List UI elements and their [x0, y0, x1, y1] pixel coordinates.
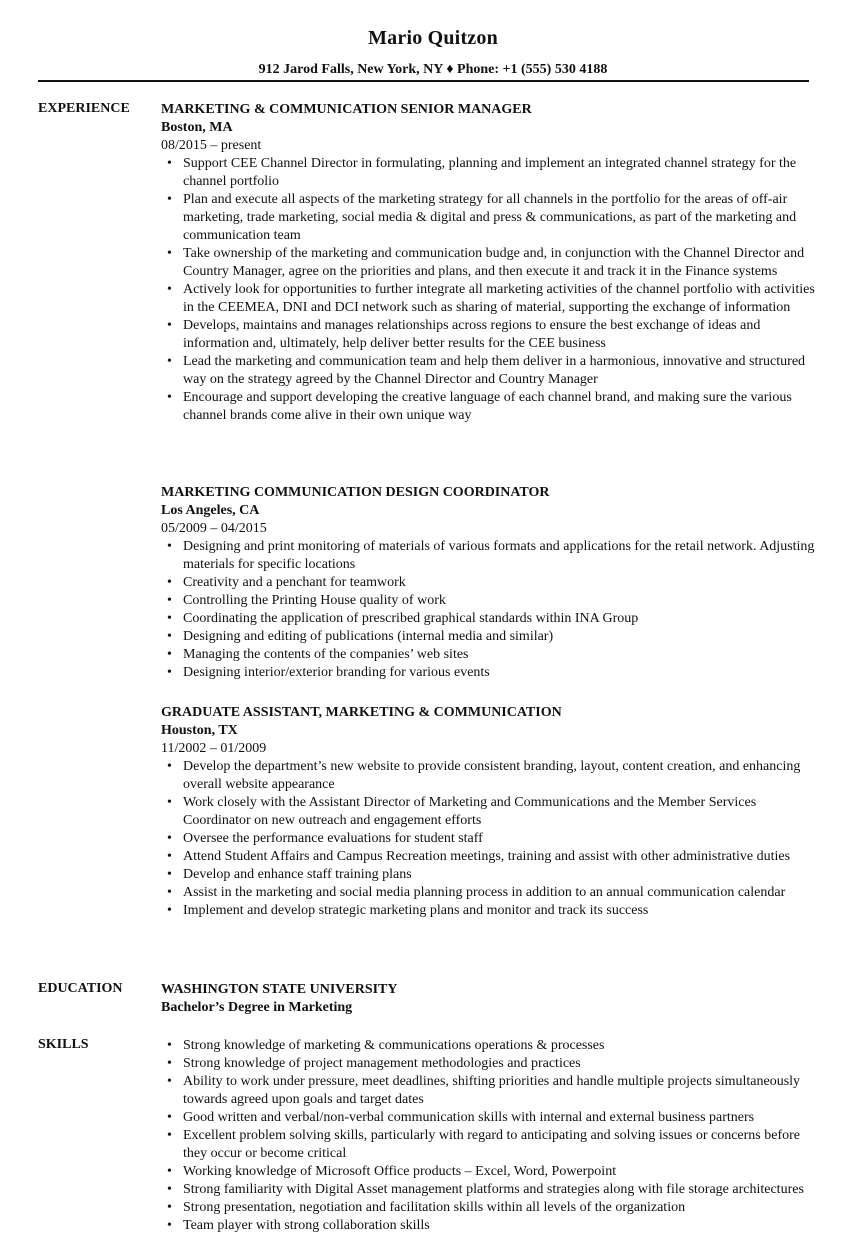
bullet-item: • Actively look for opportunities to further integrate all marketing activities of the channel portfolio with activities in the CEEMEA, DNI and DCI network such as sharing of material, supporting the exchange of information	[161, 281, 821, 317]
section-label-skills: SKILLS	[38, 1037, 89, 1052]
skill-item: • Strong knowledge of marketing & communications operations & processes	[161, 1037, 821, 1055]
section-label-education: EDUCATION	[38, 981, 123, 996]
bullet-item: • Implement and develop strategic marketing plans and monitor and track its success	[161, 902, 821, 920]
school-name: WASHINGTON STATE UNIVERSITY	[161, 982, 398, 997]
skill-item: • Team player with strong collaboration skills	[161, 1217, 821, 1235]
skills-bullets	[161, 1037, 821, 1235]
job-location: Houston, TX	[161, 723, 238, 738]
bullet-item: • Encourage and support developing the creative language of each channel brand, and making sure the various channel brands come alive in their own unique way	[161, 389, 821, 425]
skill-item: • Good written and verbal/non-verbal communication skills with internal and external business partners	[161, 1109, 821, 1127]
job-entry	[161, 704, 821, 920]
bullet-item: • Oversee the performance evaluations for student staff	[161, 830, 821, 848]
bullet-item: • Take ownership of the marketing and communication budge and, in conjunction with the Channel Director and Country Manager, agree on the priorities and plans, and then execute it and track it in the Finance systems	[161, 245, 821, 281]
bullet-item: • Support CEE Channel Director in formulating, planning and implement an integrated channel strategy for the channel portfolio	[161, 155, 821, 191]
bullet-item: • Work closely with the Assistant Director of Marketing and Communications and the Member Services Coordinator on new outreach and engagement efforts	[161, 794, 821, 830]
skill-item: • Working knowledge of Microsoft Office products – Excel, Word, Powerpoint	[161, 1163, 821, 1181]
job-entry	[161, 484, 821, 682]
bullet-item: • Designing interior/exterior branding for various events	[161, 664, 821, 682]
job-title: GRADUATE ASSISTANT, MARKETING & COMMUNICATION	[161, 705, 562, 720]
bullet-item: • Develops, maintains and manages relationships across regions to ensure the best exchange of ideas and information and, ultimately, help deliver better results for the CEE business	[161, 317, 821, 353]
job-entry	[161, 101, 821, 425]
skill-item: • Strong presentation, negotiation and facilitation skills within all levels of the organization	[161, 1199, 821, 1217]
job-location: Los Angeles, CA	[161, 503, 260, 518]
job-dates: 11/2002 – 01/2009	[161, 741, 267, 756]
bullet-item: • Assist in the marketing and social media planning process in addition to an annual communication calendar	[161, 884, 821, 902]
bullet-item: • Creativity and a penchant for teamwork	[161, 574, 821, 592]
bullet-item: • Controlling the Printing House quality of work	[161, 592, 821, 610]
job-title: MARKETING & COMMUNICATION SENIOR MANAGER	[161, 102, 532, 117]
bullet-item: • Coordinating the application of prescribed graphical standards within INA Group	[161, 610, 821, 628]
job-bullets	[161, 155, 821, 425]
bullet-item: • Designing and editing of publications (internal media and similar)	[161, 628, 821, 646]
skill-item: • Strong knowledge of project management methodologies and practices	[161, 1055, 821, 1073]
skill-item: • Ability to work under pressure, meet deadlines, shifting priorities and handle multiple projects simultaneously towards agreed upon goals and target dates	[161, 1073, 821, 1109]
bullet-item: • Lead the marketing and communication team and help them deliver in a harmonious, innovative and structured way on the strategy agreed by the Channel Director and Country Manager	[161, 353, 821, 389]
job-dates: 05/2009 – 04/2015	[161, 521, 267, 536]
job-dates: 08/2015 – present	[161, 138, 262, 153]
bullet-item: • Designing and print monitoring of materials of various formats and applications for the retail network. Adjusting materials for specific locations	[161, 538, 821, 574]
degree: Bachelor’s Degree in Marketing	[161, 1000, 353, 1015]
contact-line: 912 Jarod Falls, New York, NY ♦ Phone: +1 (555) 530 4188	[258, 62, 608, 77]
candidate-name: Mario Quitzon	[368, 27, 498, 49]
job-location: Boston, MA	[161, 120, 233, 135]
bullet-item: • Develop and enhance staff training plans	[161, 866, 821, 884]
skill-item: • Excellent problem solving skills, particularly with regard to anticipating and solving issues or concerns before they occur or become critical	[161, 1127, 821, 1163]
job-title: MARKETING COMMUNICATION DESIGN COORDINATOR	[161, 485, 550, 500]
section-label-experience: EXPERIENCE	[38, 101, 130, 116]
header-divider	[38, 80, 809, 82]
education-entry	[161, 981, 821, 1017]
job-bullets	[161, 538, 821, 682]
bullet-item: • Managing the contents of the companies’ web sites	[161, 646, 821, 664]
bullet-item: • Attend Student Affairs and Campus Recreation meetings, training and assist with other administrative duties	[161, 848, 821, 866]
skill-item: • Strong familiarity with Digital Asset management platforms and strategies along with file storage architectures	[161, 1181, 821, 1199]
job-bullets	[161, 758, 821, 920]
bullet-item: • Plan and execute all aspects of the marketing strategy for all channels in the portfolio for the areas of off-air marketing, trade marketing, social media & digital and press & communications, as part of the marketing and communication team	[161, 191, 821, 245]
skills-list	[161, 1037, 821, 1235]
bullet-item: • Develop the department’s new website to provide consistent branding, layout, content creation, and enhancing overall website appearance	[161, 758, 821, 794]
